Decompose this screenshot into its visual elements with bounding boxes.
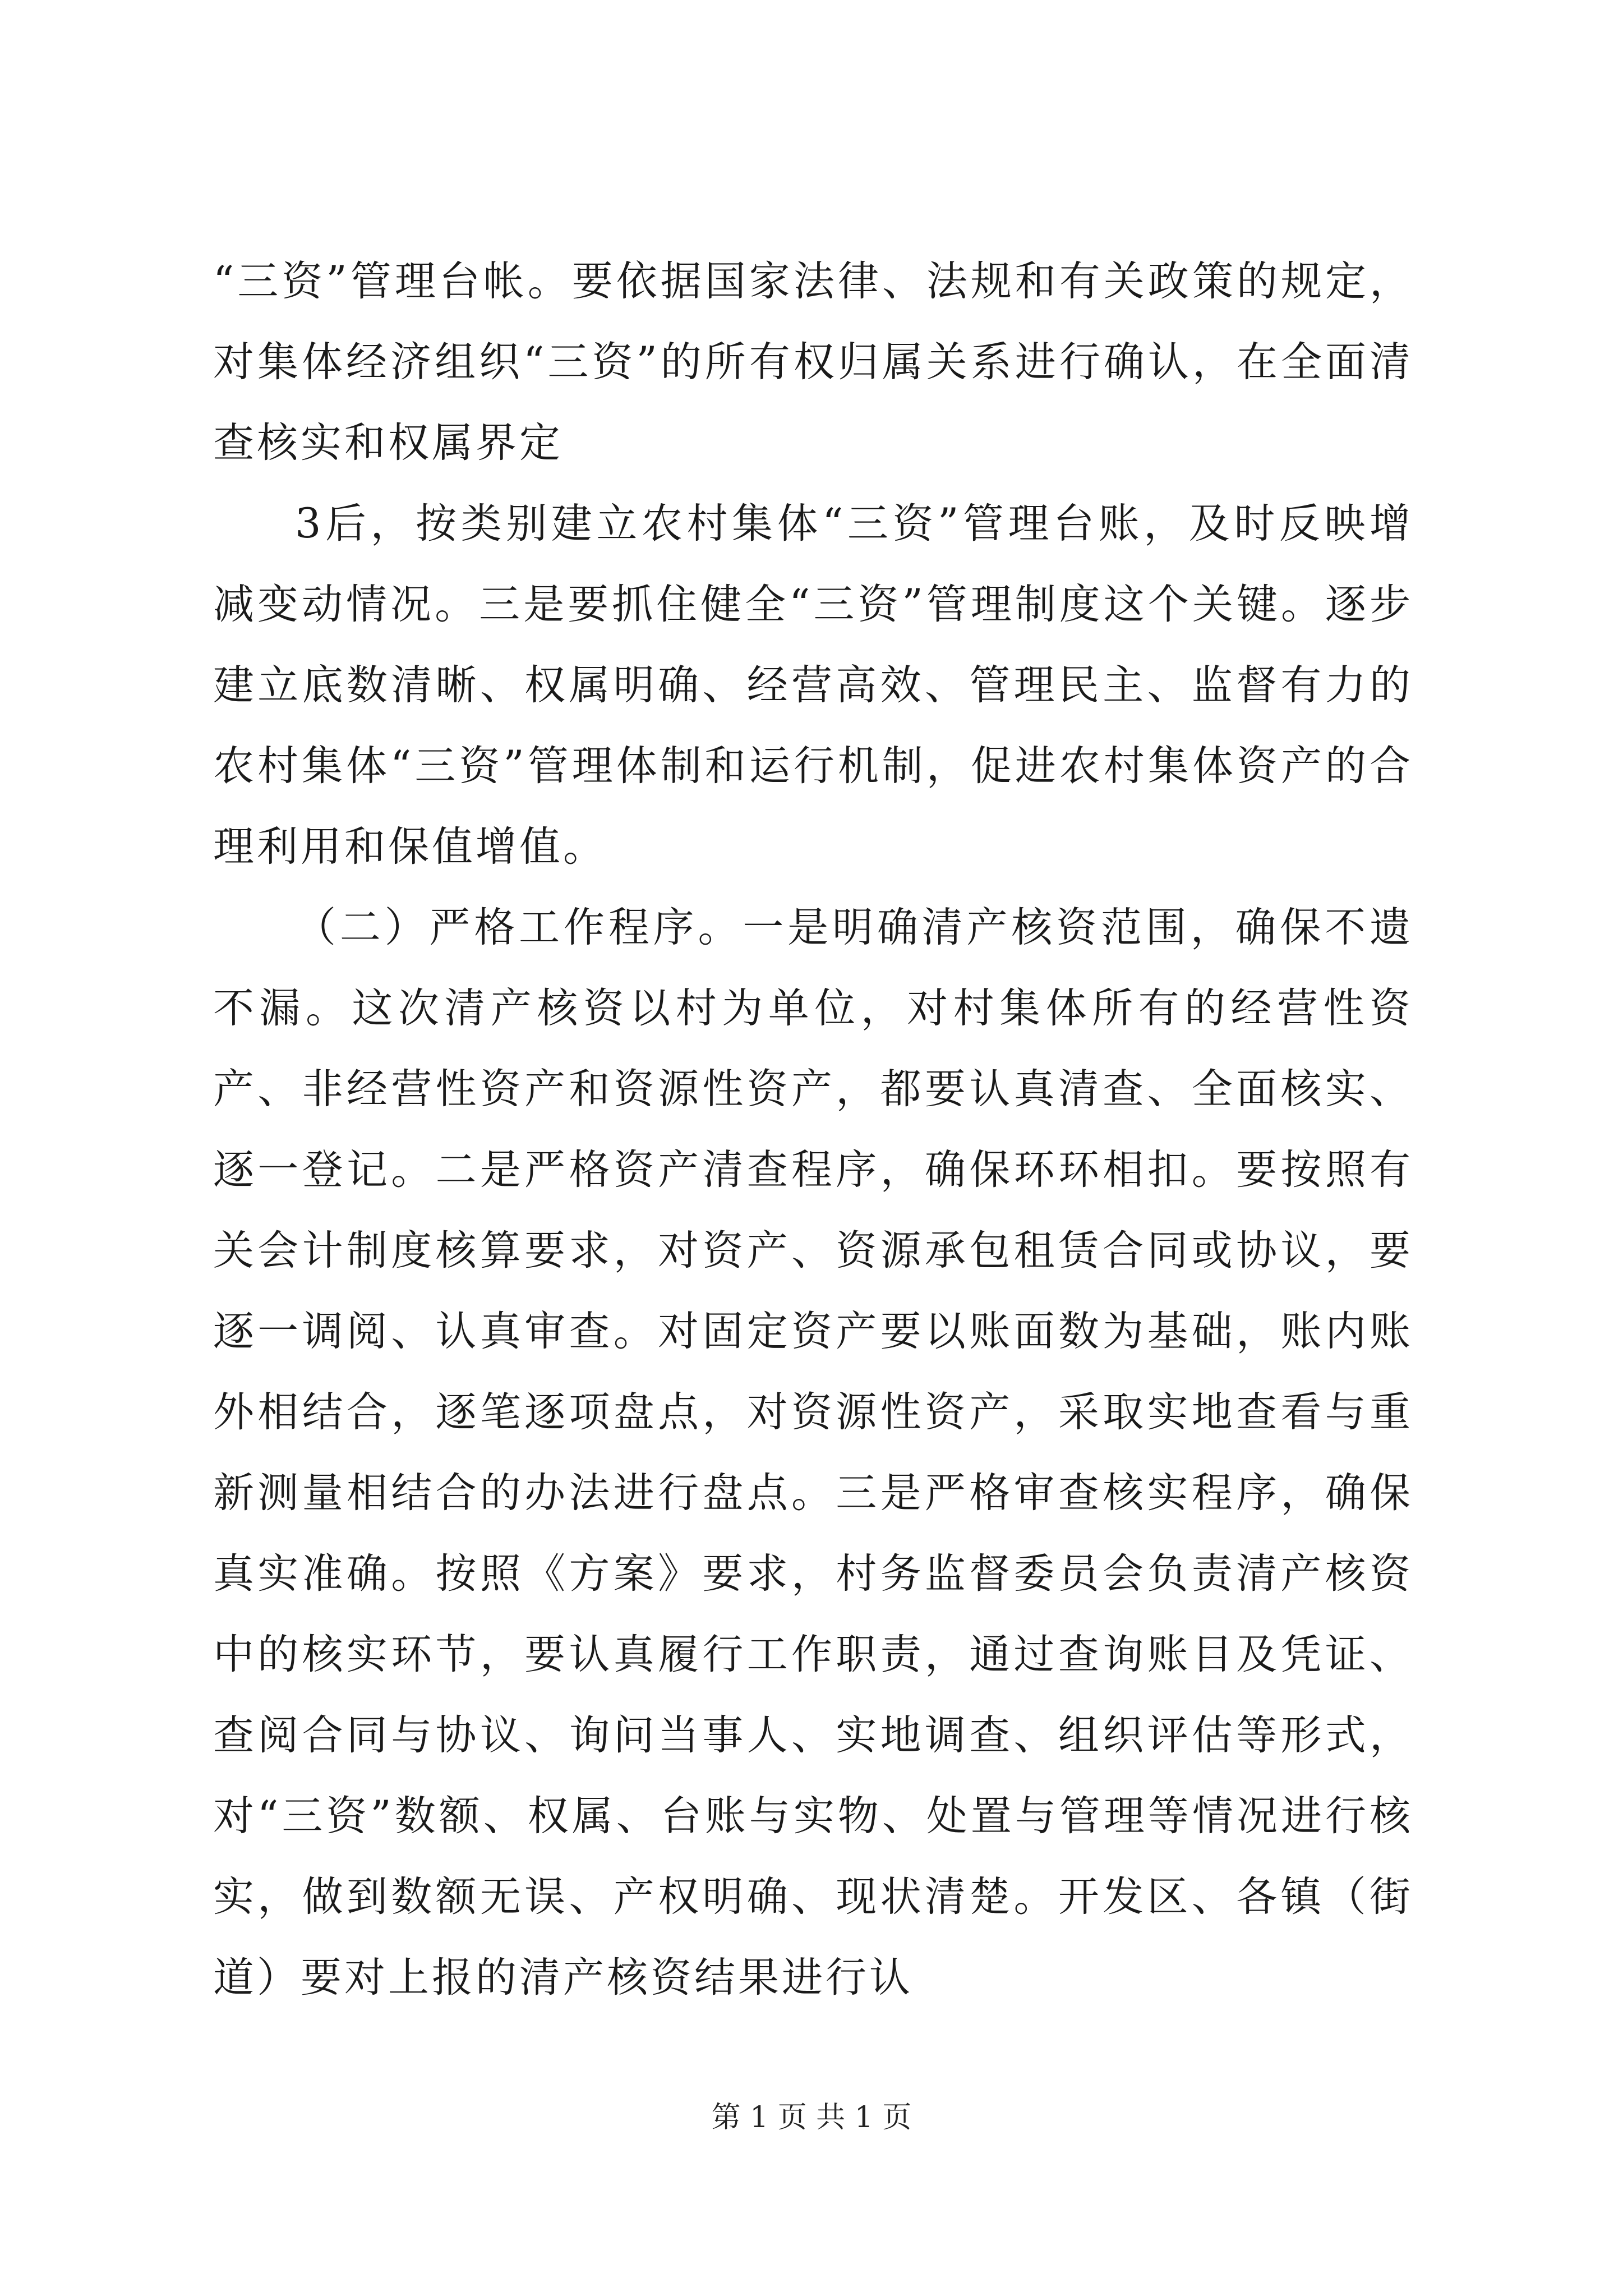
paragraph-3: （二）严格工作程序。一是明确清产核资范围，确保不遗不漏。这次清产核资以村为单位，对村集体所有的经营性资产、非经营性资产和资源性资产，都要认真清查、全面核实、逐一登记。二是严格资产清查程序，确保环环相扣。要按照有关会计制度核算要求，对资产、资源承包租赁合同或协议，要逐一调阅、认真审查。对固定资产要以账面数为基础，账内账外相结合，逐笔逐项盘点，对资源性资产，采取实地查看与重新测量相结合的办法进行盘点。三是严格审查核实程序，确保真实准确。按照《方案》要求，村务监督委员会负责清产核资中的核实环节，要认真履行工作职责，通过查询账目及凭证、查阅合同与协议、询问当事人、实地调查、组织评估等形式，对“三资”数额、权属、台账与实物、处置与管理等情况进行核实，做到数额无误、产权明确、现状清楚。开发区、各镇（街道）要对上报的清产核资结果进行认 [213,904,1413,2001]
document-body [213,241,1413,2018]
paragraph-1: “三资”管理台帐。要依据国家法律、法规和有关政策的规定，对集体经济组织“三资”的所有权归属关系进行确认，在全面清查核实和权属界定 [213,257,1413,467]
page-number-footer: 第 1 页 共 1 页 [711,2101,912,2134]
paragraph-2: 3后，按类别建立农村集体“三资”管理台账，及时反映增减变动情况。三是要抓住健全“三资”管理制度这个关键。逐步建立底数清晰、权属明确、经营高效、管理民主、监督有力的农村集体“三资”管理体制和运行机制，促进农村集体资产的合理利用和保值增值。 [213,500,1413,871]
